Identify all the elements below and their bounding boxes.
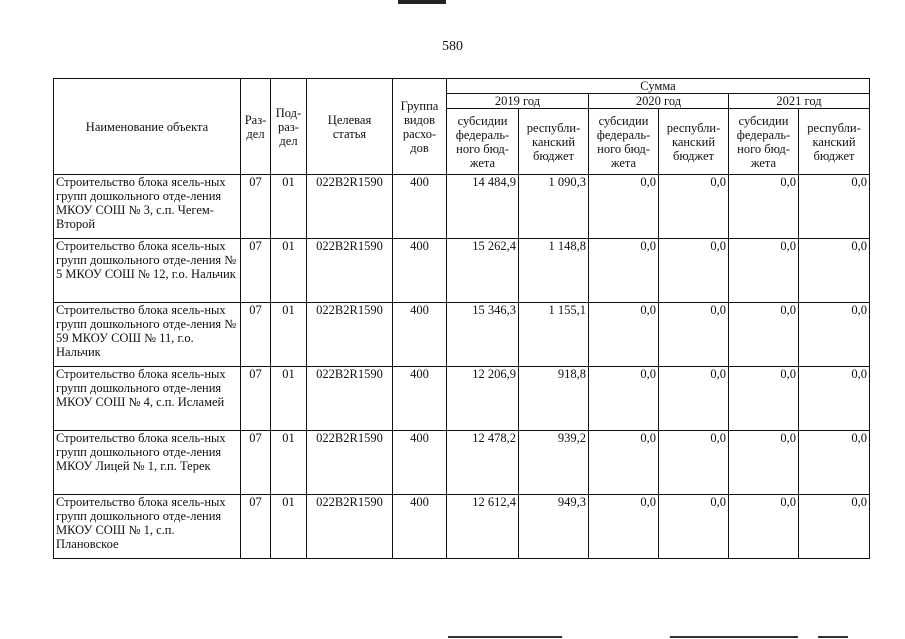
cell-tselevaya: 022B2R1590	[307, 495, 393, 559]
table-row	[54, 303, 870, 367]
cell-name: Строительство блока ясель-ных групп дошкольного отде-ления МКОУ СОШ № 1, с.п. Плановское	[54, 495, 241, 559]
cell-razdel: 07	[241, 367, 271, 431]
cell-2021-republic: 0,0	[799, 175, 870, 239]
cell-2021-federal: 0,0	[729, 495, 799, 559]
cell-2020-republic: 0,0	[659, 367, 729, 431]
cell-2020-republic: 0,0	[659, 303, 729, 367]
cell-2019-federal: 12 612,4	[447, 495, 519, 559]
cell-2019-republic: 1 090,3	[519, 175, 589, 239]
cell-2021-republic: 0,0	[799, 367, 870, 431]
cell-2019-republic: 918,8	[519, 367, 589, 431]
header-federal-2020: субсидии федераль- ного бюд- жета	[589, 109, 659, 175]
cell-2020-federal: 0,0	[589, 495, 659, 559]
header-year-2019: 2019 год	[447, 94, 589, 109]
cell-2021-republic: 0,0	[799, 495, 870, 559]
cell-2019-republic: 949,3	[519, 495, 589, 559]
table-row	[54, 367, 870, 431]
page-number: 580	[442, 39, 463, 54]
budget-table	[53, 78, 870, 559]
top-scan-mark	[398, 0, 446, 4]
cell-2021-republic: 0,0	[799, 303, 870, 367]
cell-2021-federal: 0,0	[729, 175, 799, 239]
cell-name: Строительство блока ясель-ных групп дошкольного отде-ления МКОУ Лицей № 1, г.п. Терек	[54, 431, 241, 495]
table-row	[54, 175, 870, 239]
cell-2019-republic: 939,2	[519, 431, 589, 495]
cell-tselevaya: 022B2R1590	[307, 303, 393, 367]
cell-name: Строительство блока ясель-ных групп дошкольного отде-ления МКОУ СОШ № 3, с.п. Чегем-Второй	[54, 175, 241, 239]
cell-tselevaya: 022B2R1590	[307, 431, 393, 495]
cell-name: Строительство блока ясель-ных групп дошкольного отде-ления № 59 МКОУ СОШ № 11, г.о. Нальчик	[54, 303, 241, 367]
header-year-2021: 2021 год	[729, 94, 870, 109]
cell-gruppa: 400	[393, 495, 447, 559]
table-row	[54, 431, 870, 495]
header-republic-2021: республи- канский бюджет	[799, 109, 870, 175]
cell-2021-federal: 0,0	[729, 239, 799, 303]
cell-gruppa: 400	[393, 239, 447, 303]
cell-2019-federal: 15 262,4	[447, 239, 519, 303]
cell-2021-federal: 0,0	[729, 367, 799, 431]
cell-razdel: 07	[241, 431, 271, 495]
cell-2020-federal: 0,0	[589, 175, 659, 239]
cell-podrazdel: 01	[271, 239, 307, 303]
header-year-2020: 2020 год	[589, 94, 729, 109]
header-razdel: Раз- дел	[241, 79, 271, 175]
cell-podrazdel: 01	[271, 303, 307, 367]
cell-2021-republic: 0,0	[799, 431, 870, 495]
header-podrazdel: Под- раз- дел	[271, 79, 307, 175]
cell-gruppa: 400	[393, 431, 447, 495]
table-row	[54, 239, 870, 303]
cell-2019-republic: 1 148,8	[519, 239, 589, 303]
cell-name: Строительство блока ясель-ных групп дошкольного отде-ления МКОУ СОШ № 4, с.п. Исламей	[54, 367, 241, 431]
cell-name: Строительство блока ясель-ных групп дошкольного отде-ления № 5 МКОУ СОШ № 12, г.о. Нальчик	[54, 239, 241, 303]
cell-gruppa: 400	[393, 175, 447, 239]
cell-2020-federal: 0,0	[589, 303, 659, 367]
table-row	[54, 495, 870, 559]
header-federal-2019: субсидии федераль- ного бюд- жета	[447, 109, 519, 175]
bottom-scan-mark	[670, 636, 798, 638]
cell-tselevaya: 022B2R1590	[307, 367, 393, 431]
table-body	[54, 175, 870, 559]
cell-razdel: 07	[241, 175, 271, 239]
cell-2019-federal: 12 206,9	[447, 367, 519, 431]
cell-2021-republic: 0,0	[799, 239, 870, 303]
cell-razdel: 07	[241, 495, 271, 559]
cell-2020-federal: 0,0	[589, 239, 659, 303]
header-name: Наименование объекта	[54, 79, 241, 175]
cell-2020-federal: 0,0	[589, 431, 659, 495]
header-republic-2019: республи- канский бюджет	[519, 109, 589, 175]
cell-razdel: 07	[241, 239, 271, 303]
bottom-scan-mark	[448, 636, 562, 638]
cell-2020-federal: 0,0	[589, 367, 659, 431]
cell-2020-republic: 0,0	[659, 175, 729, 239]
cell-2021-federal: 0,0	[729, 431, 799, 495]
cell-podrazdel: 01	[271, 495, 307, 559]
cell-gruppa: 400	[393, 367, 447, 431]
cell-tselevaya: 022B2R1590	[307, 175, 393, 239]
cell-2020-republic: 0,0	[659, 495, 729, 559]
cell-tselevaya: 022B2R1590	[307, 239, 393, 303]
header-summa: Сумма	[447, 79, 870, 94]
header-republic-2020: республи- канский бюджет	[659, 109, 729, 175]
cell-gruppa: 400	[393, 303, 447, 367]
cell-podrazdel: 01	[271, 175, 307, 239]
cell-2019-republic: 1 155,1	[519, 303, 589, 367]
cell-2019-federal: 12 478,2	[447, 431, 519, 495]
cell-podrazdel: 01	[271, 431, 307, 495]
cell-2019-federal: 14 484,9	[447, 175, 519, 239]
header-federal-2021: субсидии федераль- ного бюд- жета	[729, 109, 799, 175]
header-gruppa: Группа видов расхо- дов	[393, 79, 447, 175]
cell-razdel: 07	[241, 303, 271, 367]
cell-2020-republic: 0,0	[659, 431, 729, 495]
cell-2020-republic: 0,0	[659, 239, 729, 303]
cell-podrazdel: 01	[271, 367, 307, 431]
cell-2019-federal: 15 346,3	[447, 303, 519, 367]
bottom-scan-mark	[818, 636, 848, 638]
header-tselevaya: Целевая статья	[307, 79, 393, 175]
cell-2021-federal: 0,0	[729, 303, 799, 367]
